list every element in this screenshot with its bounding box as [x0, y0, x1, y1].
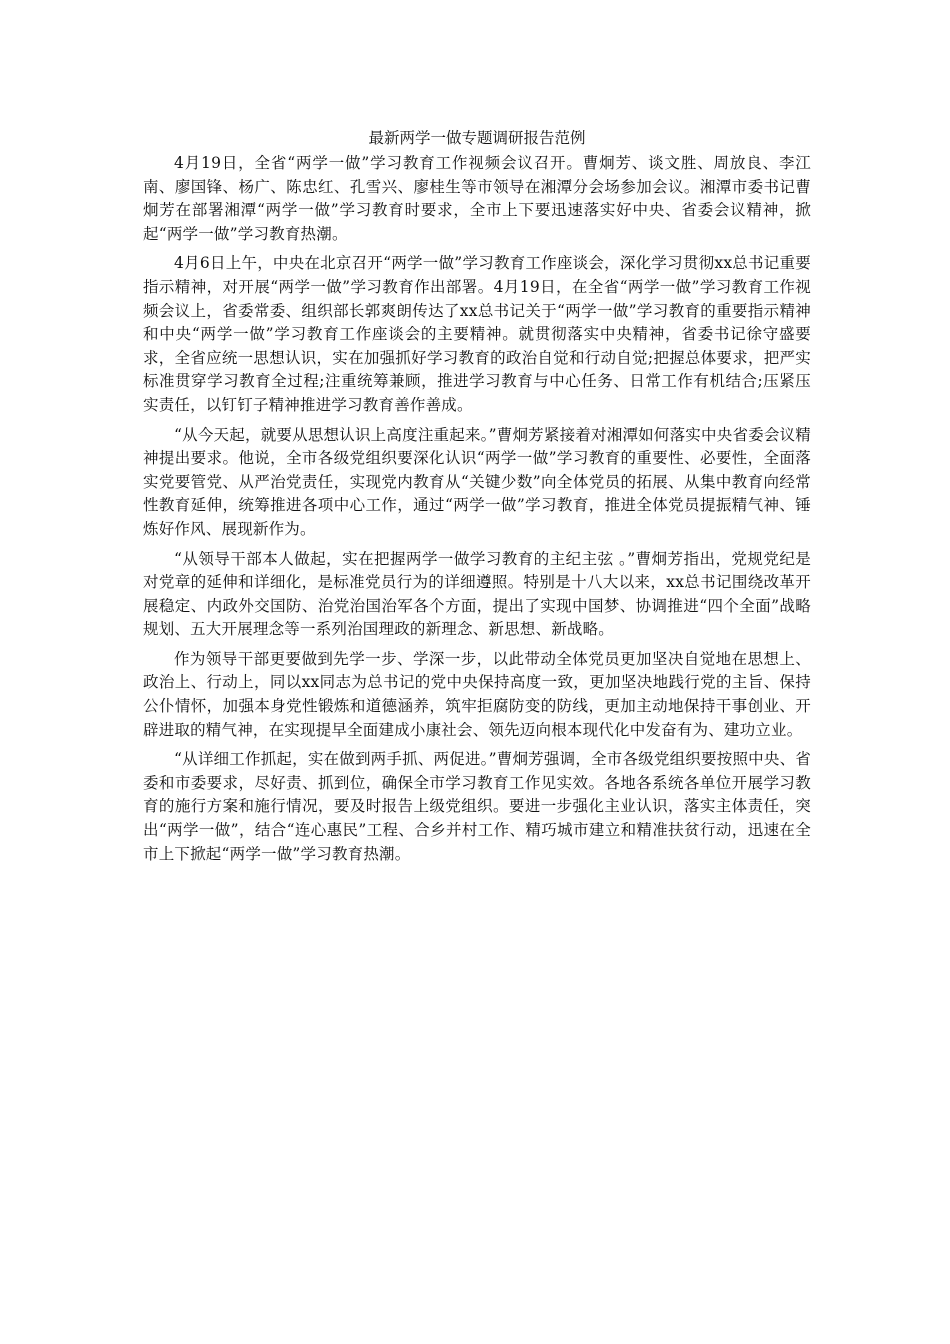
paragraph-5: 作为领导干部更要做到先学一步、学深一步，以此带动全体党员更加坚决自觉地在思想上、政治上、行动上，同以xx同志为总书记的党中央保持高度一致，更加坚决地践行党的主旨、保持公仆情怀，加强本身党性锻炼和道德涵养，筑牢拒腐防变的防线，更加主动地保持干事创业、开辟进取的精气神，在实现提早全面建成小康社会、领先迈向根本现代化中发奋有为、建功立业。	[143, 649, 811, 739]
paragraph-6: “从详细工作抓起，实在做到两手抓、两促进。”曹炯芳强调，全市各级党组织要按照中央、省委和市委要求，尽好责、抓到位，确保全市学习教育工作见实效。各地各系统各单位开展学习教育的施行方案和施行情况，要及时报告上级党组织。要进一步强化主业认识，落实主体责任，突出“两学一做”，结合“连心惠民”工程、合乡并村工作、精巧城市建立和精准扶贫行动，迅速在全市上下掀起“两学一做”学习教育热潮。	[143, 750, 811, 863]
document-page	[143, 126, 811, 872]
paragraph-2: 4月6日上午，中央在北京召开“两学一做”学习教育工作座谈会，深化学习贯彻xx总书记重要指示精神，对开展“两学一做”学习教育作出部署。4月19日，在全省“两学一做”学习教育工作视频会议上，省委常委、组织部长郭爽朗传达了xx总书记关于“两学一做”学习教育的重要指示精神和中央“两学一做”学习教育工作座谈会的主要精神。就贯彻落实中央精神，省委书记徐守盛要求，全省应统一思想认识，实在加强抓好学习教育的政治自觉和行动自觉;把握总体要求，把严实标准贯穿学习教育全过程;注重统筹兼顾，推进学习教育与中心任务、日常工作有机结合;压紧压实责任，以钉钉子精神推进学习教育善作善成。	[143, 254, 811, 414]
document-title: 最新两学一做专题调研报告范例	[368, 129, 586, 147]
paragraph-3: “从今天起，就要从思想认识上高度注重起来。”曹炯芳紧接着对湘潭如何落实中央省委会议精神提出要求。他说，全市各级党组织要深化认识“两学一做”学习教育的重要性、必要性，全面落实党要管党、从严治党责任，实现党内教育从“关键少数”向全体党员的拓展、从集中教育向经常性教育延伸，统筹推进各项中心工作，通过“两学一做”学习教育，推进全体党员提振精气神、锤炼好作风、展现新作为。	[143, 425, 811, 538]
paragraph-1: 4月19日，全省“两学一做”学习教育工作视频会议召开。曹炯芳、谈文胜、周放良、李江南、廖国锋、杨广、陈忠红、孔雪兴、廖桂生等市领导在湘潭分会场参加会议。湘潭市委书记曹炯芳在部署湘潭“两学一做”学习教育时要求，全市上下要迅速落实好中央、省委会议精神，掀起“两学一做”学习教育热潮。	[143, 154, 811, 243]
paragraph-4: “从领导干部本人做起，实在把握两学一做学习教育的主纪主弦 。”曹炯芳指出，党规党纪是对党章的延伸和详细化，是标准党员行为的详细遵照。特别是十八大以来，xx总书记围绕改革开展稳定、内政外交国防、治党治国治军各个方面，提出了实现中国梦、协调推进“四个全面”战略规划、五大开展理念等一系列治国理政的新理念、新思想、新战略。	[143, 549, 811, 639]
